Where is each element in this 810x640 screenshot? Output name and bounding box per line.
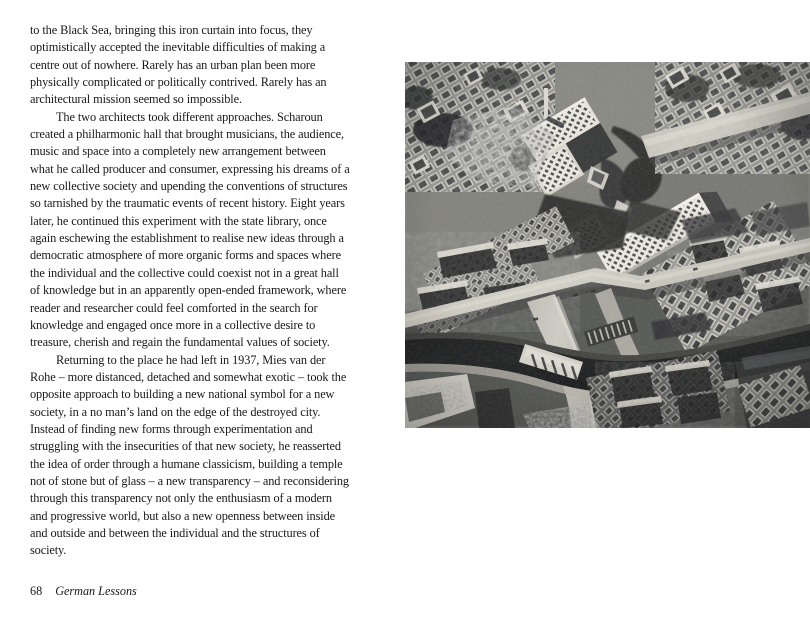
running-foot (30, 583, 137, 599)
aerial-photo-graphic (405, 62, 810, 428)
page-number: 68 (30, 584, 43, 598)
body-text-column (30, 22, 350, 560)
aerial-ruins-photograph (405, 62, 810, 428)
body-paragraph-2: The two architects took different approaches. Scharoun created a philharmonic hall that brought musicians, the audience, music and space into a completely new arrangement between what he called producer and consumer, expressing his dreams of a new collective society and upending the conventions of structures so tarnished by the traumatic events of recent history. Eight years later, he continued this experiment with the state library, once again eschewing the establishment to realise new ideas through a democratic atmosphere of more organic forms and spaces where the individual and the collective could coexist not in a great hall of knowledge but in an apparently open-ended framework, where reader and researcher could feel comforted in the search for knowledge and engaged once more in a collective desire to treasure, cherish and regain the fundamental values of society. (30, 109, 350, 350)
book-title: German Lessons (55, 584, 137, 598)
verso-page (0, 0, 404, 640)
body-paragraph-1: to the Black Sea, bringing this iron curtain into focus, they optimistically accepted the inevitable difficulties of making a centre out of nowhere. Rarely has an urban plan been more physically complicated or politically contrived. Rarely has an architectural mission seemed so impossible. (30, 23, 327, 107)
recto-page (404, 0, 810, 640)
body-paragraph-3: Returning to the place he had left in 1937, Mies van der Rohe – more distanced, detached and somewhat exotic – took the opposite approach to building a new national symbol for a new society, in a no man’s land on the edge of the destroyed city. Instead of finding new forms through experimentation and struggling with the insecurities of that new society, he reasserted the idea of order through a humane classicism, building a temple not of stone but of glass – a new transparency – and reconsidering through this transparency not only the enthusiasm of a modern and progressive world, but also a new openness between inside and outside and between the individual and the structures of society. (30, 352, 349, 558)
